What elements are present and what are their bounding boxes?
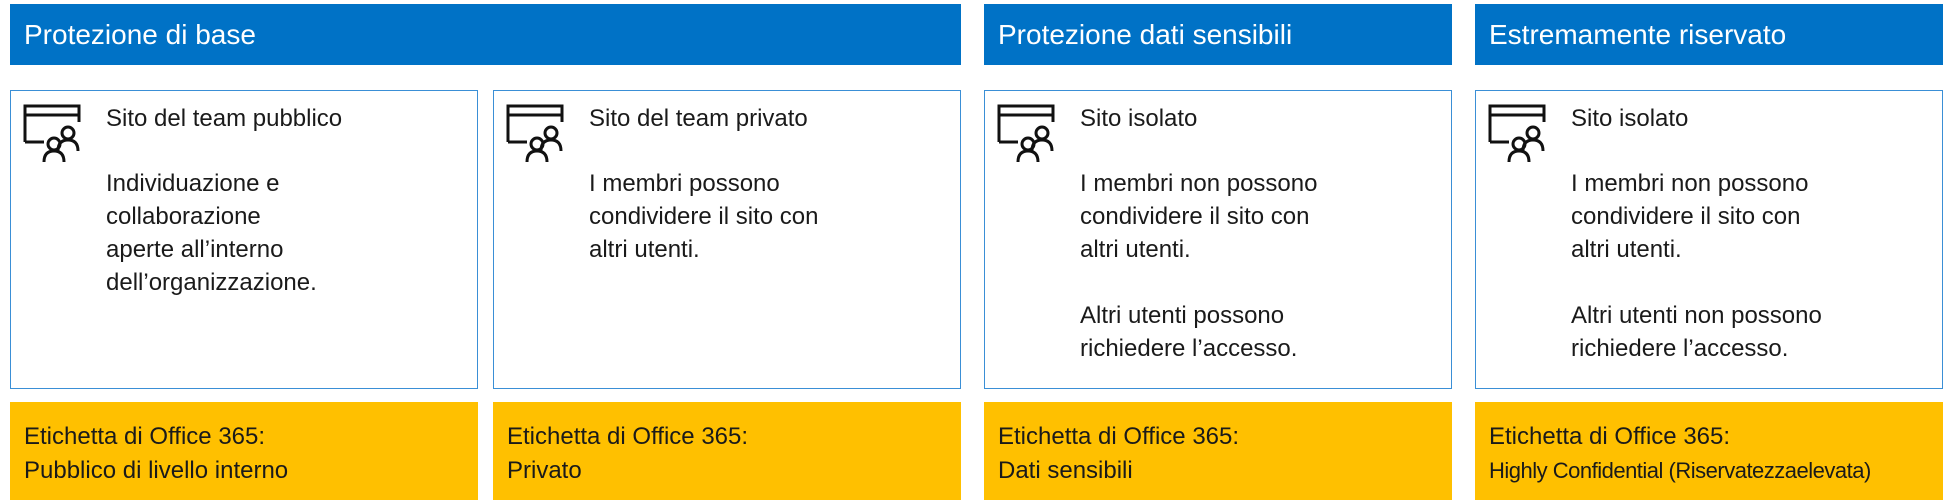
card-text-line: condividere il sito con xyxy=(1571,203,1801,230)
card-description xyxy=(106,167,317,299)
card-sito-team-pubblico xyxy=(10,90,478,389)
card-text-line: I membri possono xyxy=(589,170,780,197)
card-text-line: dell’organizzazione. xyxy=(106,269,317,296)
card-text-line: altri utenti. xyxy=(589,236,700,263)
label-dati-sensibili xyxy=(984,402,1452,500)
card-paragraph xyxy=(106,167,317,299)
label-line-2: Dati sensibili xyxy=(998,457,1133,484)
card-text-line: Altri utenti possono xyxy=(1080,302,1285,329)
label-line-1: Etichetta di Office 365: xyxy=(507,423,749,450)
card-description xyxy=(1080,167,1317,365)
card-paragraph xyxy=(1080,167,1317,266)
header-estremamente-riservato: Estremamente riservato xyxy=(1475,4,1943,65)
label-line-1: Etichetta di Office 365: xyxy=(24,423,266,450)
card-title: Sito isolato xyxy=(1571,105,1689,132)
card-title: Sito isolato xyxy=(1080,105,1198,132)
site-people-icon xyxy=(505,102,565,162)
label-line-1: Etichetta di Office 365: xyxy=(998,423,1240,450)
card-paragraph xyxy=(1080,299,1317,365)
card-sito-team-privato xyxy=(493,90,961,389)
label-line-1: Etichetta di Office 365: xyxy=(1489,423,1731,450)
site-people-icon xyxy=(22,102,82,162)
site-people-icon xyxy=(1487,102,1547,162)
card-text-line: I membri non possono xyxy=(1080,170,1318,197)
label-pubblico-interno xyxy=(10,402,478,500)
label-line-2: Highly Confidential (Riservatezzaelevata) xyxy=(1489,458,1871,483)
card-paragraph xyxy=(1571,167,1822,266)
label-line-2: Pubblico di livello interno xyxy=(24,457,289,484)
card-text-line: aperte all’interno xyxy=(106,236,284,263)
card-text-line: altri utenti. xyxy=(1080,236,1191,263)
card-text-line: I membri non possono xyxy=(1571,170,1809,197)
header-protezione-di-base: Protezione di base xyxy=(10,4,961,65)
site-people-icon xyxy=(996,102,1056,162)
card-text-line: condividere il sito con xyxy=(1080,203,1310,230)
card-text-line: richiedere l’accesso. xyxy=(1080,335,1298,362)
card-text-line: Altri utenti non possono xyxy=(1571,302,1822,329)
card-title: Sito del team pubblico xyxy=(106,105,343,132)
card-text-line: condividere il sito con xyxy=(589,203,819,230)
label-highly-confidential xyxy=(1475,402,1943,500)
card-text-line: Individuazione e xyxy=(106,170,280,197)
card-sito-isolato-sensibili xyxy=(984,90,1452,389)
card-text-line: collaborazione xyxy=(106,203,261,230)
card-paragraph xyxy=(589,167,818,266)
card-description xyxy=(589,167,818,266)
card-description xyxy=(1571,167,1822,365)
label-line-2: Privato xyxy=(507,457,582,484)
card-title: Sito del team privato xyxy=(589,105,808,132)
header-protezione-dati-sensibili: Protezione dati sensibili xyxy=(984,4,1452,65)
card-text-line: altri utenti. xyxy=(1571,236,1682,263)
card-sito-isolato-riservato xyxy=(1475,90,1943,389)
label-privato xyxy=(493,402,961,500)
card-paragraph xyxy=(1571,299,1822,365)
card-text-line: richiedere l’accesso. xyxy=(1571,335,1789,362)
